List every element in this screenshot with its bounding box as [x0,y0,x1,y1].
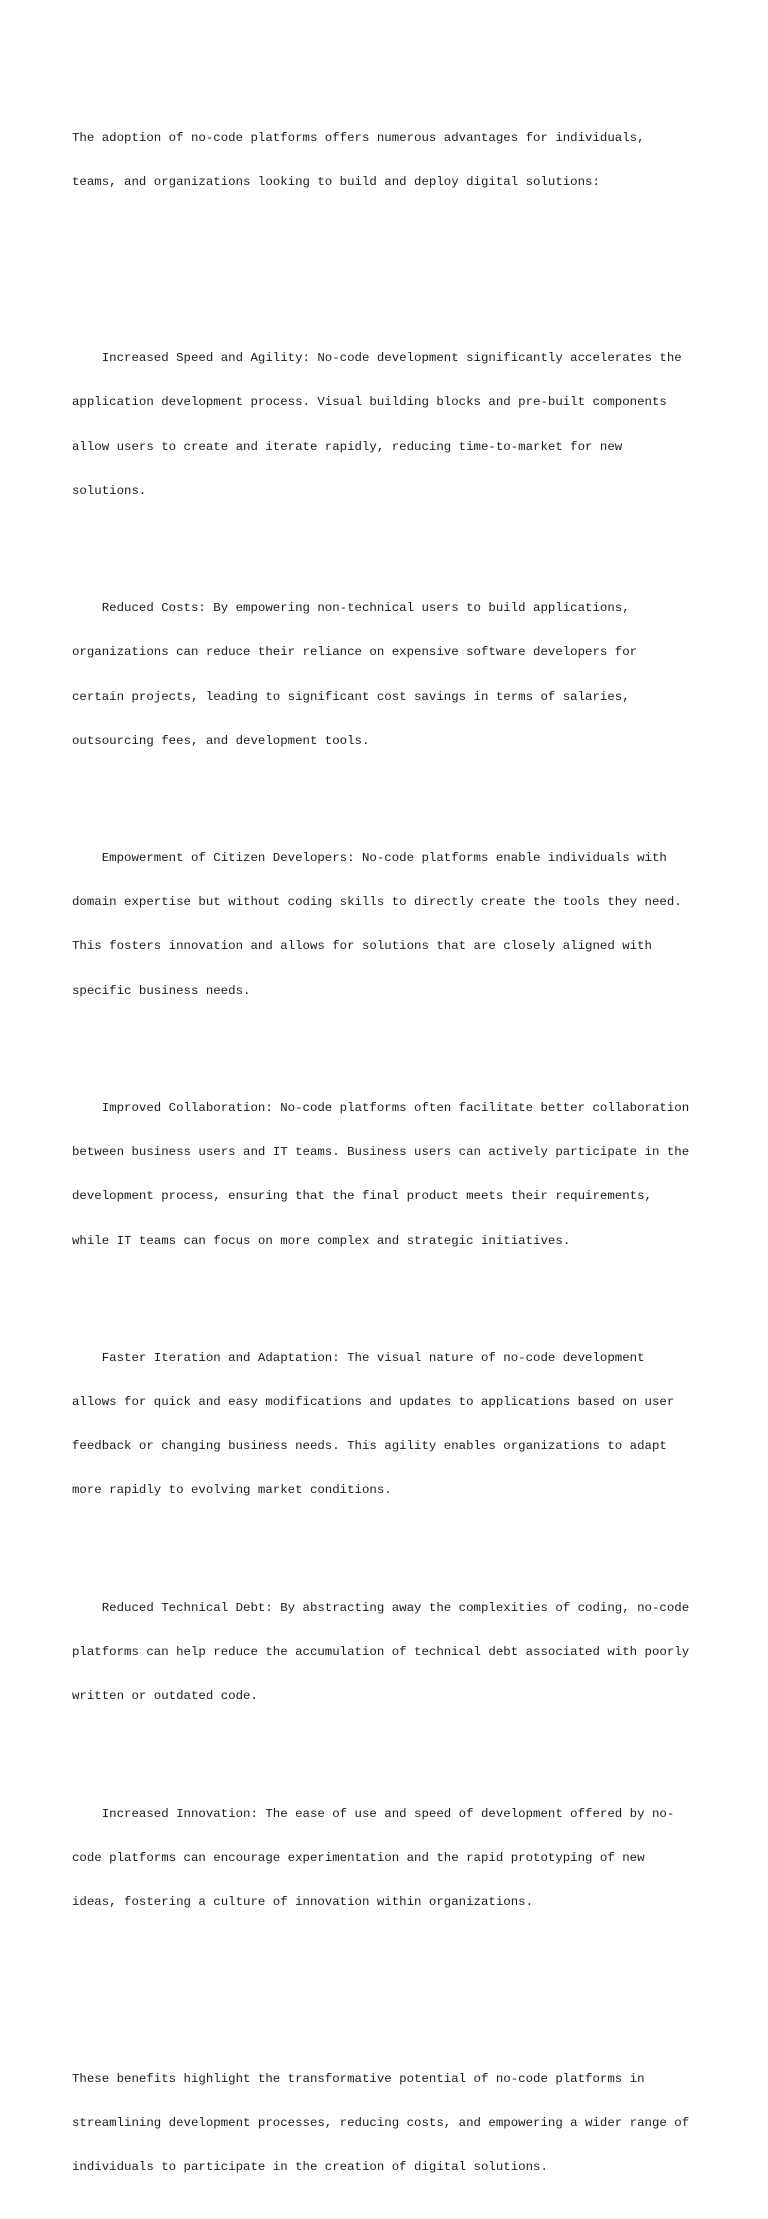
text-line: solutions. [72,483,147,498]
document-body [72,72,712,2219]
text-line: application development process. Visual building blocks and pre-built components [72,395,667,410]
text-line: more rapidly to evolving market conditions. [72,1483,392,1498]
text-line: between business users and IT teams. Business users can actively participate in the [72,1145,690,1160]
benefit-collaboration [72,1072,712,1278]
benefit-reduced-costs [72,572,712,778]
text-line: Reduced Technical Debt: By abstracting away the complexities of coding, no-code [72,1601,690,1616]
benefit-technical-debt [72,1572,712,1734]
text-line: teams, and organizations looking to build and deploy digital solutions: [72,174,600,189]
text-line: allows for quick and easy modifications and updates to applications based on user [72,1395,675,1410]
text-line: certain projects, leading to significant cost savings in terms of salaries, [72,689,630,704]
text-line: organizations can reduce their reliance on expensive software developers for [72,645,638,660]
text-line: development process, ensuring that the final product meets their requirements, [72,1189,652,1204]
text-line: outsourcing fees, and development tools. [72,733,370,748]
text-line: The adoption of no-code platforms offers numerous advantages for individuals, [72,130,645,145]
intro-paragraph [72,101,712,219]
conclusion-paragraph [72,2042,712,2204]
text-line: Empowerment of Citizen Developers: No-code platforms enable individuals with [72,851,667,866]
text-line: Increased Innovation: The ease of use and speed of development offered by no- [72,1806,675,1821]
text-line: Faster Iteration and Adaptation: The visual nature of no-code development [72,1351,645,1366]
text-line: ideas, fostering a culture of innovation within organizations. [72,1895,534,1910]
benefit-speed-agility [72,322,712,528]
text-line: code platforms can encourage experimentation and the rapid prototyping of new [72,1851,645,1866]
text-line: specific business needs. [72,983,251,998]
text-line: while IT teams can focus on more complex and strategic initiatives. [72,1233,571,1248]
text-line: These benefits highlight the transformative potential of no-code platforms in [72,2071,645,2086]
text-line: individuals to participate in the creation of digital solutions. [72,2159,548,2174]
text-line: feedback or changing business needs. This agility enables organizations to adapt [72,1439,667,1454]
text-line: Reduced Costs: By empowering non-technical users to build applications, [72,601,630,616]
text-line: allow users to create and iterate rapidly, reducing time-to-market for new [72,439,623,454]
benefit-citizen-developers [72,822,712,1028]
text-line: written or outdated code. [72,1689,258,1704]
paragraph-gap [72,1983,712,1998]
text-line: streamlining development processes, reducing costs, and empowering a wider range of [72,2115,690,2130]
benefit-innovation [72,1778,712,1940]
text-line: domain expertise but without coding skills to directly create the tools they need. [72,895,682,910]
paragraph-gap [72,263,712,278]
text-line: Improved Collaboration: No-code platforms often facilitate better collaboration [72,1101,690,1116]
text-line: This fosters innovation and allows for solutions that are closely aligned with [72,939,652,954]
text-line: platforms can help reduce the accumulation of technical debt associated with poorly [72,1645,690,1660]
text-line: Increased Speed and Agility: No-code development significantly accelerates the [72,351,682,366]
benefit-faster-iteration [72,1322,712,1528]
